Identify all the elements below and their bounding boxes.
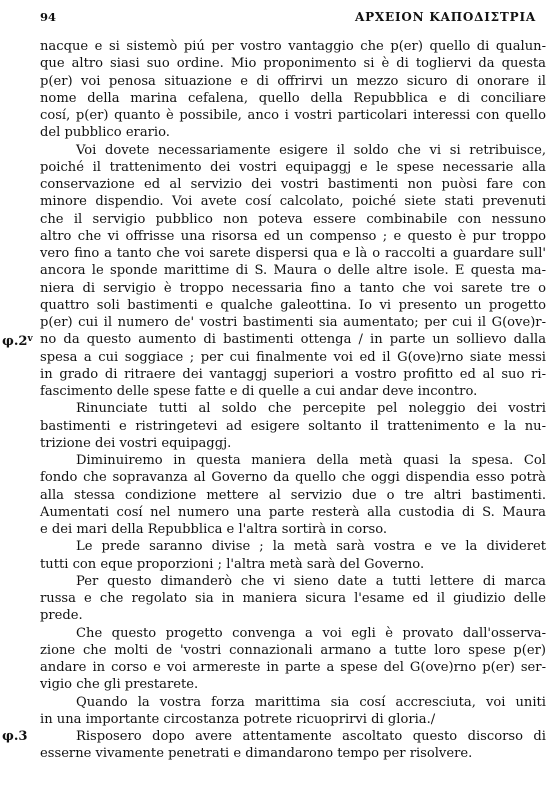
text-line: trizione dei vostri equipaggj. [40,435,232,451]
text-line: nacque e si sistemò piú per vostro vantaggio che p(er) quello di qualun- [40,39,546,54]
text-line-with-margin-note [2,728,546,745]
text-line: e dei mari della Repubblica e l'altra sortirà in corso. [40,522,388,537]
text-line: Le prede saranno divise ; la metà sarà vostra e ve la divideret [76,539,546,555]
text-line: che il servigio pubblico non poteva essere combinabile con nessuno [40,211,546,227]
margin-note-label: φ.2 [2,334,28,350]
text-line: tutti con eque proporzioni ; l'altra metà sarà del Governo. [40,556,425,572]
text-line: fascimento delle spese fatte e di quelle a cui andar deve incontro. [40,384,478,399]
page-header [0,10,550,30]
text-line: prede. [40,608,83,624]
text-line: esserne vivamente penetrati e dimandarono tempo per risolvere. [40,746,473,762]
text-line: Voi dovete necessariamente esigere il soldo che vi si retribuisce, [76,142,546,158]
text-line: que altro siasi suo ordine. Mio proponimento si è di togliervi da questa [40,56,546,72]
text-line: Aumentati cosí nel numero una parte resterà alla custodia di S. Maura [40,504,546,520]
text-line-with-margin-note [2,331,546,350]
running-title: ΑΡΧΕΙΟΝ ΚΑΠΟΔΙΣΤΡΙΑ [354,10,536,24]
text-line: zione che molti de 'vostri connazionali armano a tutte loro spese p(er) [40,642,546,658]
text-line: bastimenti e ristringetevi ad esigere soltanto il trattenimento e la nu- [40,418,546,434]
margin-note-folio [2,331,33,350]
margin-note-folio: φ.3 [2,729,28,744]
text-line: p(er) cui il numero de' vostri bastimenti sia aumentato; per cui il G(ove)r- [40,315,546,330]
text-line: alla stessa condizione mettere al servizio due o tre altri bastimenti. [40,487,546,503]
text-line: Per questo dimanderò che vi sieno date a tutti lettere di marca [76,573,546,589]
text-line: fondo che sopravanza al Governo da quello che oggi dispendia esso potrà [40,470,546,486]
body-text [2,38,546,763]
text-line: del pubblico erario. [40,125,170,141]
text-line: russa e che regolato sia in maniera sicura l'esame ed il giudizio delle [40,591,546,606]
text-line-content: Risposero dopo avere attentamente ascoltato questo discorso di [76,729,546,744]
text-line: niera di servigio è troppo necessaria fino a tanto che voi sarete tre o [40,280,546,296]
margin-note-superscript: v [27,334,33,345]
text-line: andare in corso e voi armereste in parte a spese del G(ove)rno p(er) ser- [40,660,546,675]
text-line: Diminuiremo in questa maniera della metà quasi la spesa. Col [76,453,546,468]
text-line: in grado di ritraere dei vantaggj superiori a vostro profitto ed al suo ri- [40,366,546,382]
text-line: quattro soli bastimenti e qualche galeottina. Io vi presento un progetto [40,297,546,313]
text-line: Che questo progetto convenga a voi egli è provato dall'osserva- [76,625,546,641]
text-line: altro che vi offrisse una risorsa ed un compenso ; e questo è pur troppo [40,228,546,244]
page-number: 94 [40,10,57,24]
text-line: p(er) voi penosa situazione e di offrirvi un mezzo sicuro di onorare il [40,73,546,89]
text-line: vigio che gli prestarete. [40,677,199,693]
text-line: minore dispendio. Voi avete cosí calcolato, poiché siete stati prevenuti [40,194,546,210]
text-line: in una importante circostanza potrete ricuoprirvi di gloria./ [40,711,436,727]
text-line: cosí, p(er) quanto è possibile, anco i vostri particolari interessi con quello [40,108,546,123]
text-line: Quando la vostra forza marittima sia cosí accresciuta, voi uniti [76,694,546,710]
text-line: vero fino a tanto che voi sarete dispersi qua e là o raccolti a guardare sull' [40,246,546,261]
text-line: Rinunciate tutti al soldo che percepite pel noleggio dei vostri [76,401,546,417]
text-line: spesa a cui soggiace ; per cui finalmente voi ed il G(ove)rno siate messi [40,349,546,365]
text-line: poiché il trattenimento dei vostri equipaggj e le spese necessarie alla [40,159,546,175]
text-line-content: no da questo aumento di bastimenti ottenga / in parte un sollievo dalla [40,332,546,348]
text-line: ancora le sponde marittime di S. Maura o delle altre isole. E questa ma- [40,263,546,279]
text-line: nome della marina cefalena, quello della Repubblica e di conciliare [40,90,546,106]
text-line: conservazione ed al servizio dei vostri bastimenti non puòsi fare con [40,177,546,192]
